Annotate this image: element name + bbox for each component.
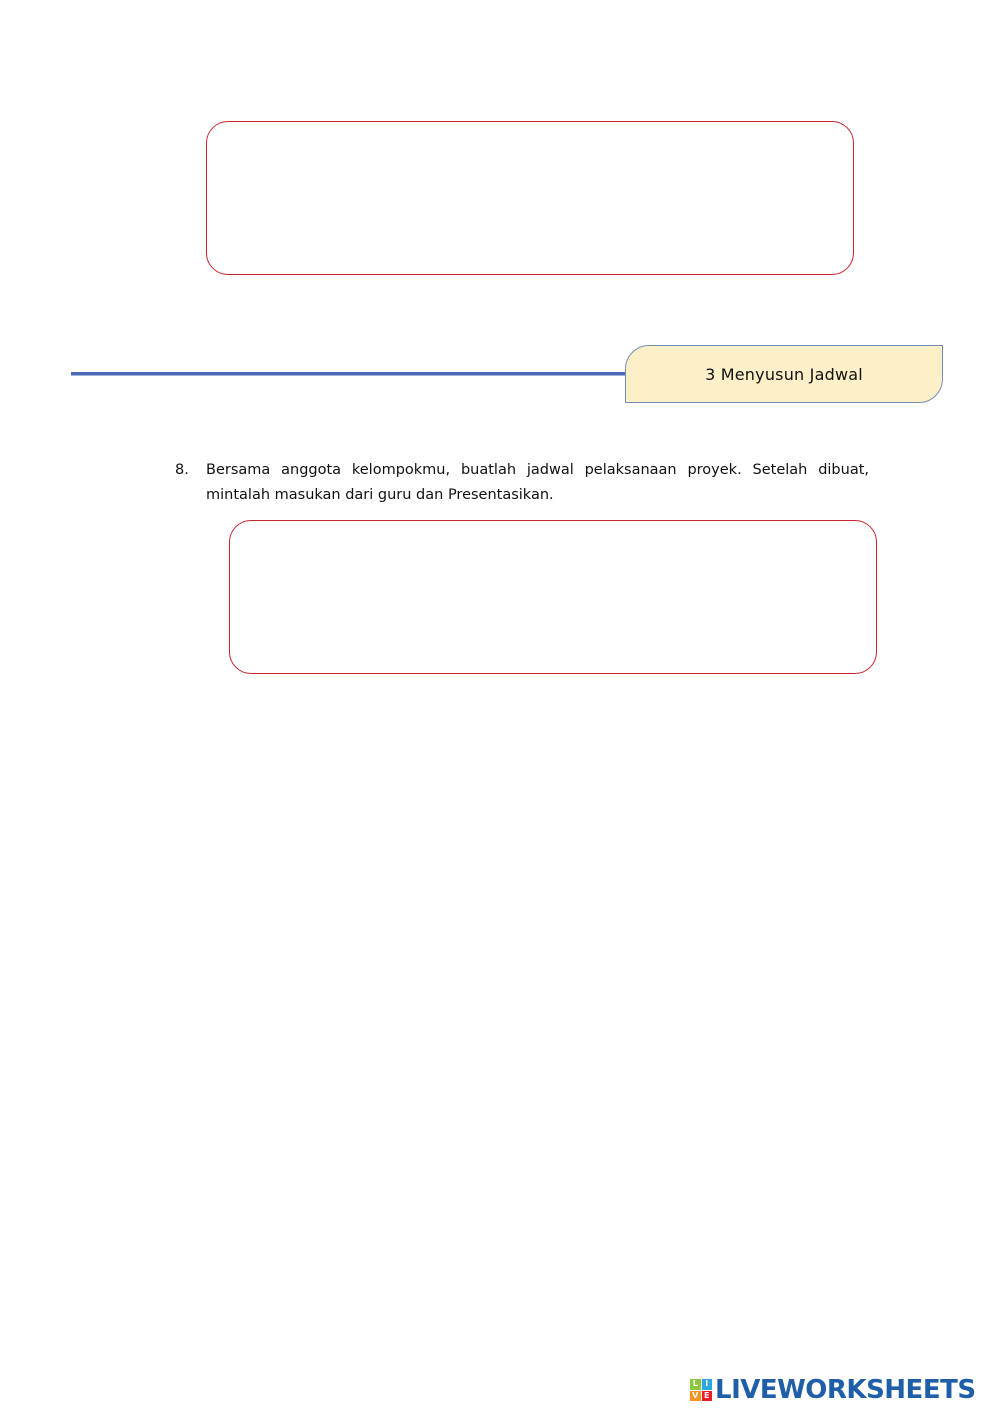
mark-letter-l: L xyxy=(690,1379,701,1390)
section-header-tab xyxy=(625,345,943,403)
liveworksheets-logo xyxy=(690,1375,990,1405)
mark-letter-v: V xyxy=(690,1391,701,1402)
question-text: Bersama anggota kelompokmu, buatlah jadwal pelaksanaan proyek. Setelah dibuat, mintalah masukan dari guru dan Presentasikan. xyxy=(206,462,869,503)
question-8 xyxy=(175,458,869,508)
answer-box-1[interactable] xyxy=(206,121,854,275)
mark-letter-e: E xyxy=(702,1391,713,1402)
mark-letter-i: I xyxy=(702,1379,713,1390)
section-divider-line xyxy=(71,372,631,376)
liveworksheets-mark-icon xyxy=(690,1379,712,1401)
section-title: 3 Menyusun Jadwal xyxy=(705,364,863,384)
answer-box-2[interactable] xyxy=(229,520,877,674)
question-number: 8. xyxy=(175,462,189,478)
logo-text: LIVEWORKSHEETS xyxy=(715,1375,976,1405)
